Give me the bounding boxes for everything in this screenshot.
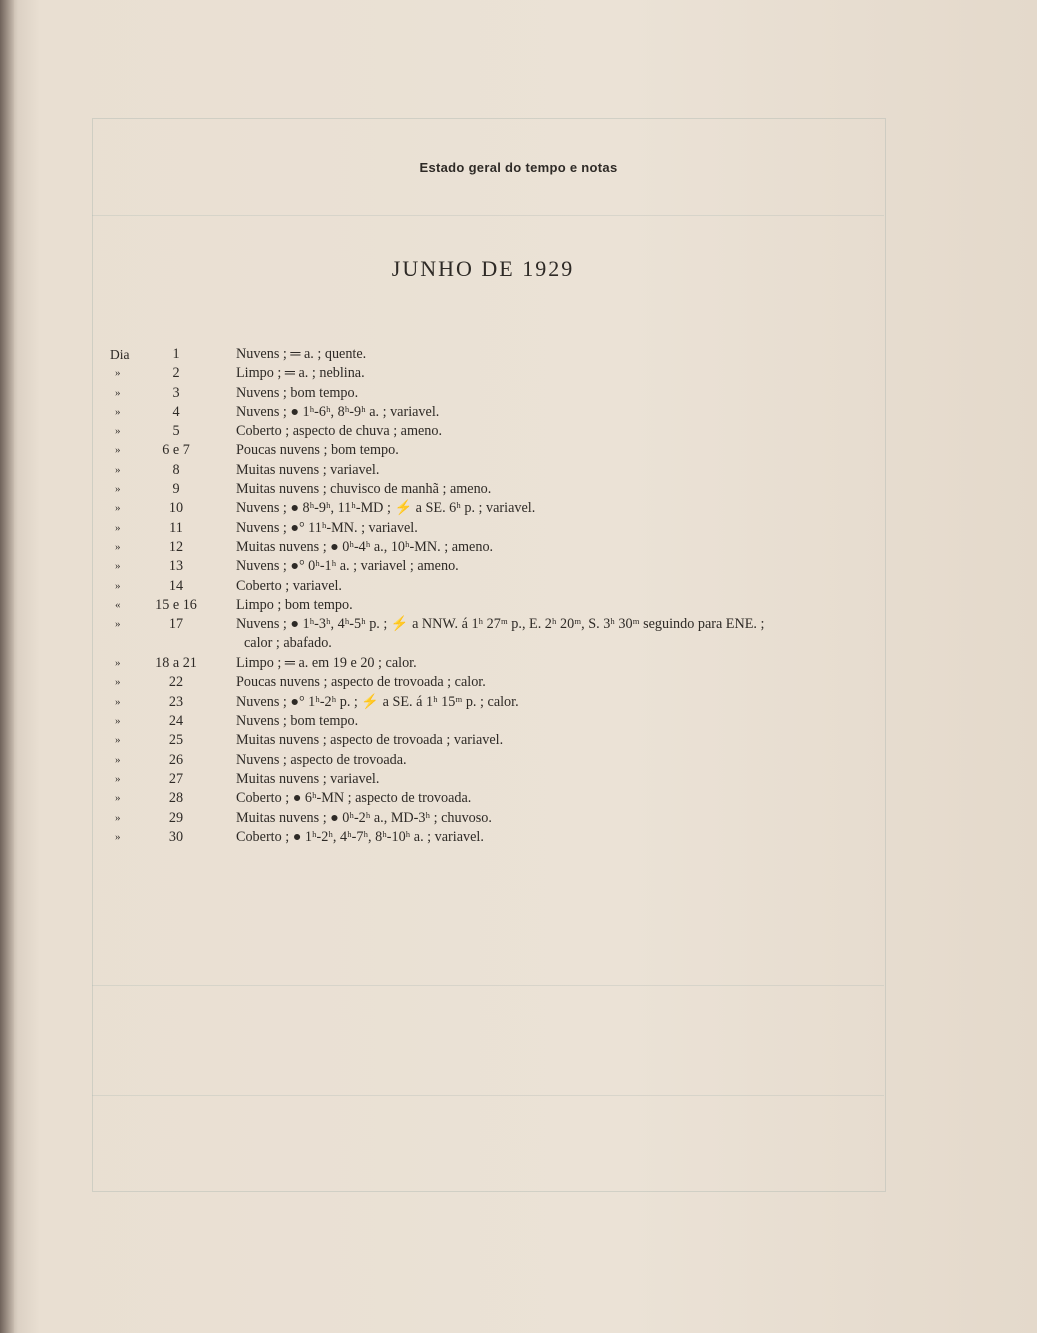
entry-row	[0, 519, 1037, 538]
entry-marker: »	[115, 367, 121, 380]
entry-marker: »	[115, 715, 121, 728]
entry-marker: »	[115, 811, 121, 824]
entry-row	[0, 499, 1037, 518]
entry-day: 5	[172, 423, 180, 440]
entry-row	[0, 577, 1037, 596]
entry-note: Nuvens ; ●° 11ʰ-MN. ; variavel.	[236, 519, 418, 536]
entry-row	[0, 731, 1037, 750]
entry-day: 14	[168, 577, 184, 594]
entry-day: 13	[168, 558, 184, 575]
entry-row	[0, 461, 1037, 480]
entry-day: 18 a 21	[155, 655, 197, 672]
entry-day: 25	[168, 732, 184, 749]
month-title: JUNHO DE 1929	[391, 256, 575, 281]
entry-marker: »	[115, 405, 121, 418]
entry-day: 28	[168, 790, 184, 807]
entry-row	[0, 557, 1037, 576]
entry-note: Muitas nuvens ; aspecto de trovoada ; variavel.	[236, 732, 504, 749]
entry-note: Nuvens ; bom tempo.	[236, 384, 359, 401]
entry-row	[0, 654, 1037, 673]
entry-note: Muitas nuvens ; ● 0ʰ-4ʰ a., 10ʰ-MN. ; ameno.	[236, 538, 494, 555]
entry-marker: »	[115, 540, 121, 553]
entry-day: 23	[168, 693, 184, 710]
entry-row	[0, 441, 1037, 460]
entry-note: Nuvens ; aspecto de trovoada.	[236, 751, 407, 768]
entry-note: Nuvens ; ●° 0ʰ-1ʰ a. ; variavel ; ameno.	[236, 558, 459, 575]
entry-row	[0, 596, 1037, 615]
entry-row	[0, 422, 1037, 441]
entry-marker: »	[115, 579, 121, 592]
bleed-through-line	[92, 1095, 884, 1096]
entry-day: 2	[172, 365, 180, 382]
entry-day: 22	[168, 674, 184, 691]
section-header: Estado geral do tempo e notas	[419, 160, 618, 175]
entry-note-continuation: calor ; abafado.	[244, 635, 332, 652]
entry-day: 4	[172, 403, 180, 420]
bleed-through-line	[92, 215, 884, 216]
entry-note: Muitas nuvens ; chuvisco de manhã ; ameno.	[236, 481, 492, 498]
entry-note	[236, 615, 876, 653]
entry-note: Muitas nuvens ; ● 0ʰ-2ʰ a., MD-3ʰ ; chuvoso.	[236, 809, 492, 826]
entry-marker: Dia	[110, 347, 130, 362]
entry-note: Nuvens ; ●° 1ʰ-2ʰ p. ; ⚡ a SE. á 1ʰ 15ᵐ p. ; calor.	[236, 693, 519, 710]
entry-day: 1	[172, 346, 180, 362]
entry-note-line: Nuvens ; ● 1ʰ-3ʰ, 4ʰ-5ʰ p. ; ⚡ a NNW. á 1ʰ 27ᵐ p., E. 2ʰ 20ᵐ, S. 3ʰ 30ᵐ seguindo para ENE. ;	[236, 616, 765, 633]
entry-note: Poucas nuvens ; aspecto de trovoada ; calor.	[236, 674, 486, 691]
entry-day: 10	[168, 500, 184, 517]
entry-row	[0, 480, 1037, 499]
entry-row	[0, 770, 1037, 789]
entry-marker: »	[115, 502, 121, 515]
entry-note: Nuvens ; bom tempo.	[236, 713, 359, 730]
entry-marker: «	[115, 598, 121, 611]
entry-marker: »	[115, 676, 121, 689]
entry-note: Limpo ; bom tempo.	[236, 596, 353, 613]
entry-row	[0, 828, 1037, 847]
entry-row	[0, 693, 1037, 712]
bleed-through-line	[92, 985, 884, 986]
entry-marker: »	[115, 521, 121, 534]
entry-marker: »	[115, 463, 121, 476]
entry-marker: »	[115, 560, 121, 573]
entry-note: Limpo ; ═ a. em 19 e 20 ; calor.	[236, 655, 417, 672]
entry-note: Coberto ; ● 6ʰ-MN ; aspecto de trovoada.	[236, 790, 472, 807]
entry-marker: »	[115, 657, 121, 670]
entry-row	[0, 403, 1037, 422]
entry-row	[0, 538, 1037, 557]
entry-row	[0, 364, 1037, 383]
weather-entries-list	[0, 345, 1037, 847]
entry-note: Muitas nuvens ; variavel.	[236, 461, 380, 478]
entry-day: 8	[172, 461, 180, 478]
entry-marker: »	[115, 483, 121, 496]
entry-day: 11	[169, 519, 183, 536]
entry-note: Limpo ; ═ a. ; neblina.	[236, 365, 365, 382]
entry-row	[0, 809, 1037, 828]
entry-note: Coberto ; variavel.	[236, 577, 342, 594]
entry-note: Poucas nuvens ; bom tempo.	[236, 442, 399, 459]
entry-marker: »	[115, 753, 121, 766]
entry-row	[0, 615, 1037, 654]
entry-marker: »	[115, 830, 121, 843]
entry-day: 3	[172, 384, 180, 401]
entry-day: 30	[168, 828, 184, 845]
entry-row	[0, 751, 1037, 770]
entry-row	[0, 789, 1037, 808]
entry-note: Nuvens ; ● 8ʰ-9ʰ, 11ʰ-MD ; ⚡ a SE. 6ʰ p. ; variavel.	[236, 500, 536, 517]
entry-row	[0, 345, 1037, 364]
entry-row	[0, 673, 1037, 692]
entry-day: 6 e 7	[162, 442, 190, 459]
entry-note: Coberto ; ● 1ʰ-2ʰ, 4ʰ-7ʰ, 8ʰ-10ʰ a. ; variavel.	[236, 828, 484, 845]
entry-note: Nuvens ; ═ a. ; quente.	[236, 346, 367, 362]
entry-day: 15 e 16	[155, 596, 197, 613]
entry-day: 17	[168, 616, 184, 633]
entry-note: Nuvens ; ● 1ʰ-6ʰ, 8ʰ-9ʰ a. ; variavel.	[236, 403, 440, 420]
entry-marker: »	[115, 386, 121, 399]
entry-marker: »	[115, 772, 121, 785]
entry-marker: »	[115, 792, 121, 805]
entry-day: 12	[168, 538, 184, 555]
entry-note: Coberto ; aspecto de chuva ; ameno.	[236, 423, 443, 440]
entry-marker: »	[115, 734, 121, 747]
entry-marker: »	[115, 618, 121, 631]
entry-row	[0, 384, 1037, 403]
entry-marker: »	[115, 444, 121, 457]
entry-day: 29	[168, 809, 184, 826]
entry-day: 26	[168, 751, 184, 768]
entry-note: Muitas nuvens ; variavel.	[236, 770, 380, 787]
entry-day: 24	[168, 713, 184, 730]
entry-marker: »	[115, 425, 121, 438]
entry-marker: »	[115, 695, 121, 708]
entry-row	[0, 712, 1037, 731]
entry-day: 27	[168, 770, 184, 787]
entry-day: 9	[172, 481, 180, 498]
